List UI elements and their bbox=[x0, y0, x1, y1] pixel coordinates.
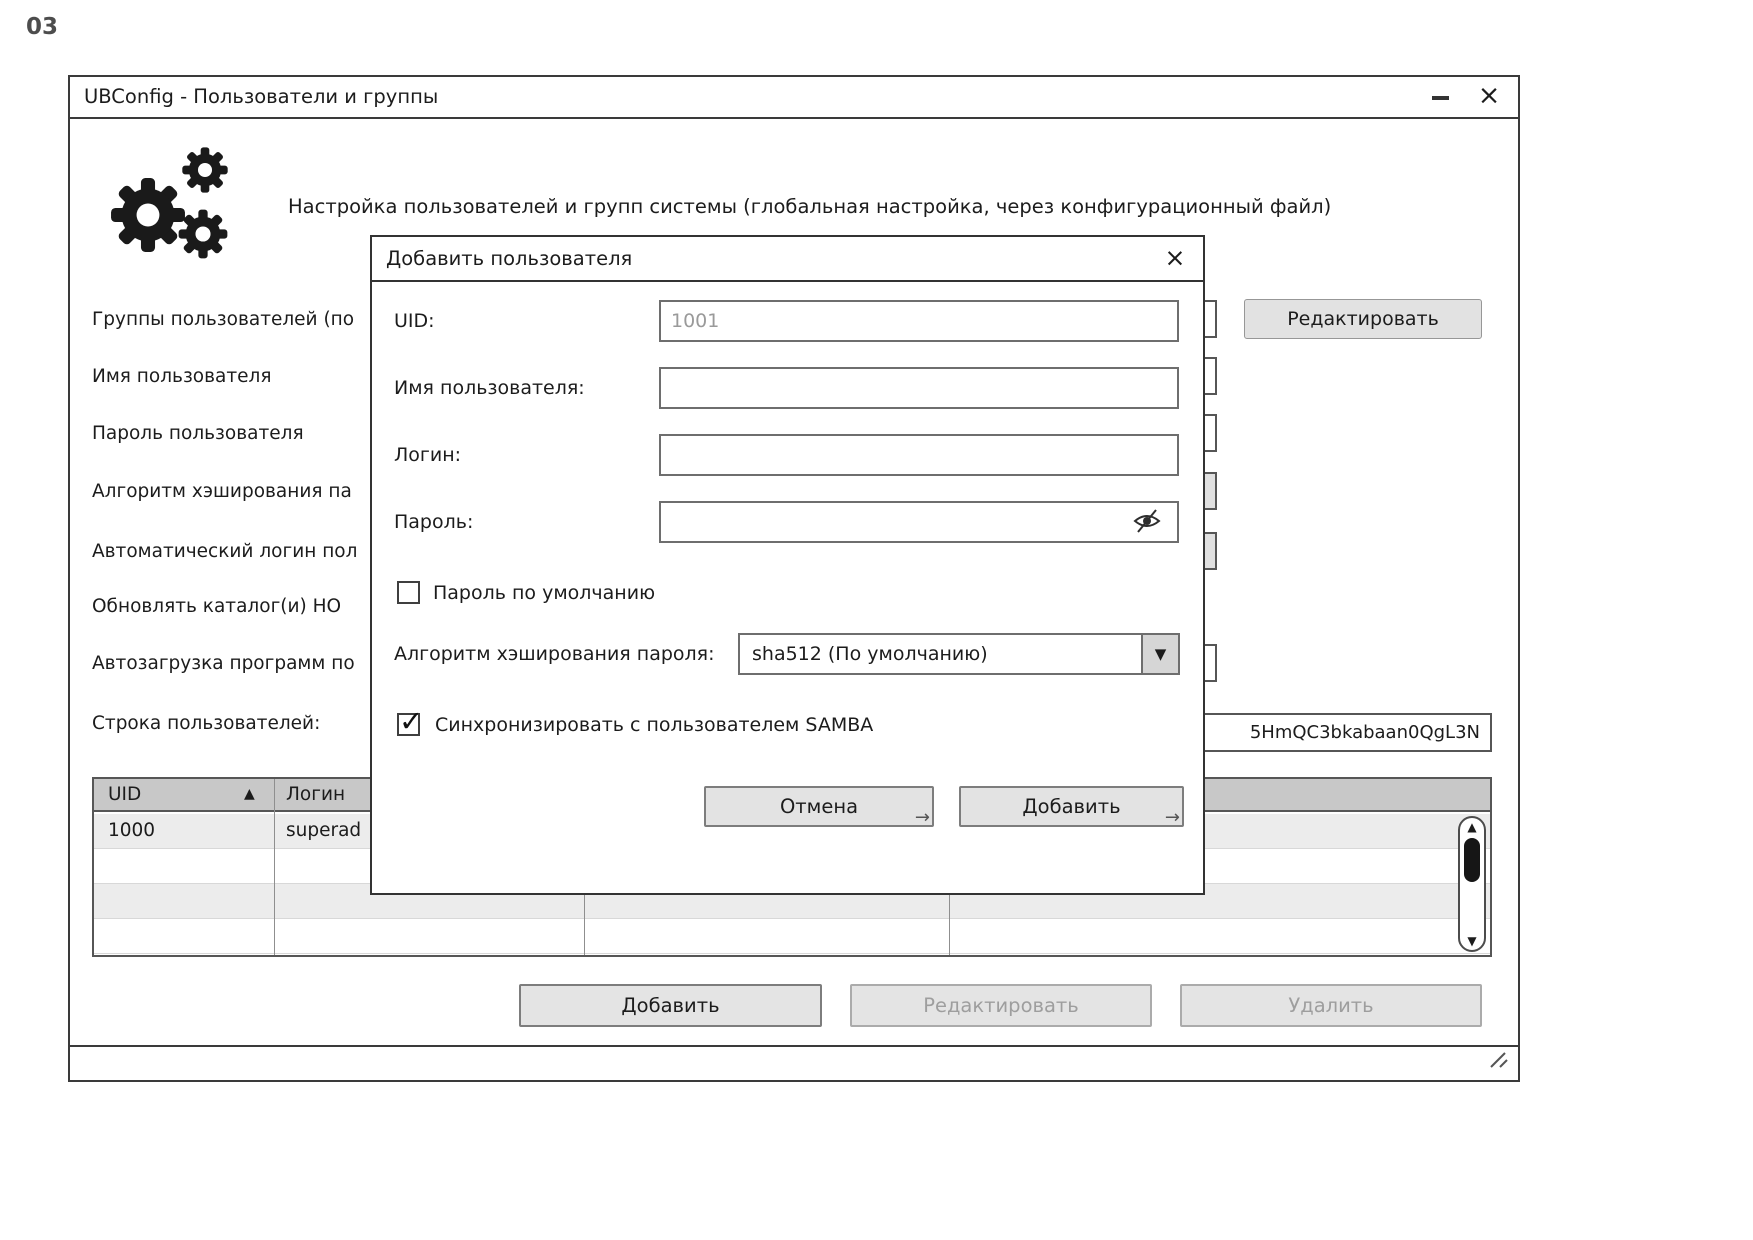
edit-groups-button[interactable]: Редактировать bbox=[1244, 299, 1482, 339]
link-arrow-icon: → bbox=[1164, 807, 1180, 828]
column-header-login[interactable]: Логин bbox=[286, 784, 346, 805]
statusbar-divider bbox=[70, 1045, 1518, 1047]
uid-label: UID: bbox=[394, 310, 435, 332]
scroll-up-icon[interactable]: ▲ bbox=[1467, 820, 1477, 834]
password-visibility-icon[interactable] bbox=[1132, 508, 1162, 538]
sort-asc-icon: ▲ bbox=[244, 786, 255, 802]
gear-small-bottom-icon bbox=[174, 205, 232, 263]
update-home-label: Обновлять каталог(и) HO bbox=[92, 596, 342, 617]
name-label: Имя пользователя: bbox=[394, 377, 585, 399]
scroll-down-icon[interactable]: ▼ bbox=[1467, 934, 1477, 948]
user-password-label: Пароль пользователя bbox=[92, 423, 304, 444]
minimize-button[interactable] bbox=[1426, 77, 1456, 117]
hash-select-value: sha512 (По умолчанию) bbox=[752, 643, 988, 665]
resize-grip-icon[interactable] bbox=[1488, 1052, 1508, 1072]
link-arrow-icon: → bbox=[914, 807, 930, 828]
username-label: Имя пользователя bbox=[92, 366, 272, 387]
cell-uid: 1000 bbox=[108, 820, 156, 841]
user-string-label: Строка пользователей: bbox=[92, 713, 321, 734]
dialog-titlebar bbox=[372, 237, 1203, 282]
gears-icon bbox=[104, 143, 274, 303]
name-input[interactable] bbox=[659, 367, 1179, 409]
column-header-uid[interactable]: UID bbox=[108, 784, 142, 805]
user-string-field[interactable]: 5HmQC3bkabaan0QgL3N bbox=[502, 713, 1492, 752]
samba-sync-label: Синхронизировать с пользователем SAMBA bbox=[435, 714, 874, 736]
add-user-dialog bbox=[370, 235, 1205, 895]
table-row-empty bbox=[94, 919, 1490, 954]
password-input[interactable] bbox=[659, 501, 1179, 543]
hash-label: Алгоритм хэширования пароля: bbox=[394, 643, 715, 665]
uid-input[interactable] bbox=[659, 300, 1179, 342]
window-titlebar bbox=[70, 77, 1518, 119]
hash-select[interactable] bbox=[738, 633, 1180, 675]
gear-small-top-icon bbox=[178, 143, 232, 197]
dialog-title: Добавить пользователя bbox=[386, 247, 633, 270]
autologin-label: Автоматический логин пол bbox=[92, 541, 358, 562]
default-password-label: Пароль по умолчанию bbox=[433, 582, 656, 604]
login-label: Логин: bbox=[394, 444, 462, 466]
dialog-close-button[interactable]: × bbox=[1164, 243, 1186, 272]
dropdown-button[interactable] bbox=[1141, 635, 1178, 673]
autostart-label: Автозагрузка программ по bbox=[92, 653, 355, 674]
window-subtitle: Настройка пользователей и групп системы (глобальная настройка, через конфигурационный файл) bbox=[288, 195, 1332, 218]
login-input[interactable] bbox=[659, 434, 1179, 476]
app-window bbox=[68, 75, 1520, 1082]
cell-login: superad bbox=[286, 820, 362, 841]
table-scrollbar[interactable] bbox=[1458, 816, 1486, 952]
scrollbar-thumb[interactable] bbox=[1464, 838, 1480, 882]
dialog-add-button[interactable] bbox=[959, 786, 1184, 827]
close-button[interactable]: × bbox=[1477, 80, 1501, 111]
cancel-button[interactable] bbox=[704, 786, 934, 827]
minimize-icon bbox=[1432, 96, 1449, 100]
default-password-checkbox[interactable] bbox=[397, 581, 420, 604]
groups-label: Группы пользователей (по bbox=[92, 309, 355, 330]
delete-user-button[interactable]: Удалить bbox=[1180, 984, 1482, 1027]
chevron-down-icon: ▼ bbox=[1154, 645, 1167, 663]
hash-algorithm-label: Алгоритм хэширования па bbox=[92, 481, 352, 502]
dialog-add-button-label: Добавить bbox=[1022, 795, 1121, 818]
add-user-button[interactable]: Добавить bbox=[519, 984, 822, 1027]
column-separator bbox=[274, 779, 275, 955]
password-label: Пароль: bbox=[394, 511, 474, 533]
samba-sync-checkbox[interactable] bbox=[397, 704, 424, 738]
cancel-button-label: Отмена bbox=[779, 795, 859, 818]
check-icon: ✓ bbox=[399, 704, 424, 738]
edit-user-button[interactable]: Редактировать bbox=[850, 984, 1152, 1027]
window-title: UBConfig - Пользователи и группы bbox=[84, 85, 439, 108]
page-label: 03 bbox=[26, 14, 59, 40]
